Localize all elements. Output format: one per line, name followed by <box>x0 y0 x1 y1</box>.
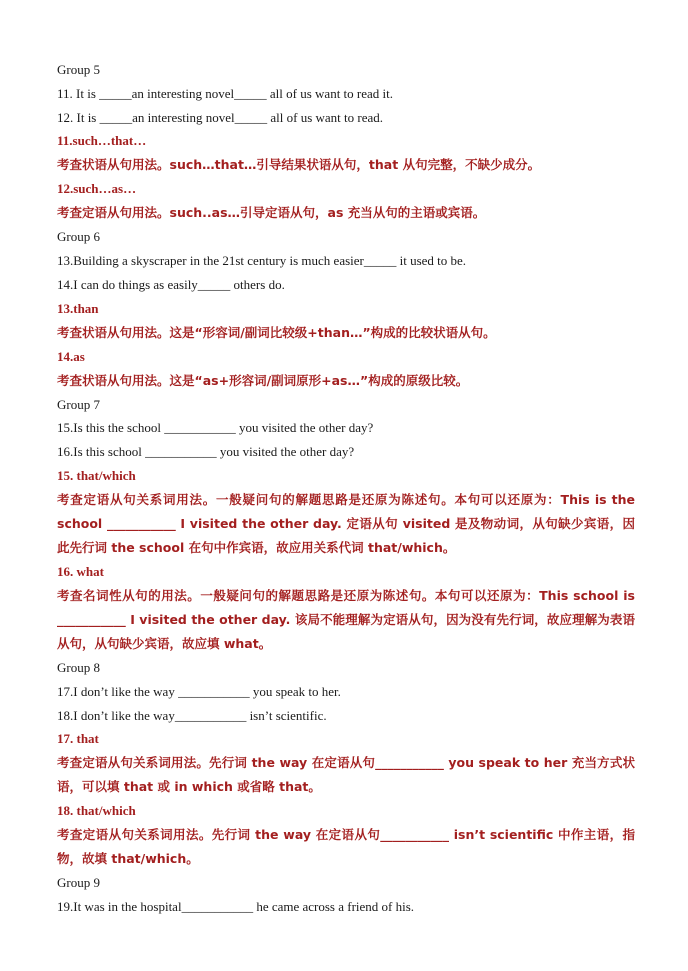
group-heading: Group 7 <box>57 397 100 412</box>
question-line: 16.Is this school ___________ you visited the other day? <box>57 444 355 459</box>
answer-explanation: 考查定语从句关系词用法。一般疑问句的解题思路是还原为陈述句。本句可以还原为：This is the school ___________ I visited the other day. 定语从句 visited 是及物动词，从句缺少宾语，因此先行词 the school 在句中作宾语，故应用关系代词 that/which。 <box>57 492 635 555</box>
question-line: 12. It is _____an interesting novel_____ all of us want to read. <box>57 110 384 125</box>
answer-heading: 12.such…as… <box>57 181 137 196</box>
answer-explanation: 考查状语从句用法。这是“形容词/副词比较级+than…”构成的比较状语从句。 <box>57 325 496 340</box>
question-line: 13.Building a skyscraper in the 21st century is much easier_____ it used to be. <box>57 253 467 268</box>
group-heading: Group 6 <box>57 229 100 244</box>
answer-heading: 14.as <box>57 349 85 364</box>
question-line: 19.It was in the hospital___________ he came across a friend of his. <box>57 899 415 914</box>
question-line: 17.I don’t like the way ___________ you speak to her. <box>57 684 341 699</box>
question-line: 11. It is _____an interesting novel_____ all of us want to read it. <box>57 86 394 101</box>
answer-heading: 13.than <box>57 301 99 316</box>
group-heading: Group 8 <box>57 660 100 675</box>
question-line: 14.I can do things as easily_____ others do. <box>57 277 285 292</box>
question-line: 18.I don’t like the way___________ isn’t scientific. <box>57 708 327 723</box>
answer-heading: 15. that/which <box>57 468 136 483</box>
answer-explanation: 考查状语从句用法。such…that…引导结果状语从句，that 从句完整，不缺少成分。 <box>57 157 541 172</box>
group-heading: Group 9 <box>57 875 100 890</box>
answer-explanation: 考查状语从句用法。这是“as+形容词/副词原形+as…”构成的原级比较。 <box>57 373 469 388</box>
answer-explanation: 考查定语从句用法。such..as…引导定语从句，as 充当从句的主语或宾语。 <box>57 205 486 220</box>
answer-heading: 16. what <box>57 564 104 579</box>
answer-explanation: 考查定语从句关系词用法。先行词 the way 在定语从句___________ you speak to her 充当方式状语，可以填 that 或 in which 或省略 that。 <box>57 755 635 794</box>
answer-heading: 17. that <box>57 731 99 746</box>
answer-heading: 18. that/which <box>57 803 136 818</box>
group-heading: Group 5 <box>57 62 100 77</box>
answer-explanation: 考查定语从句关系词用法。先行词 the way 在定语从句___________ isn’t scientific 中作主语，指物，故填 that/which。 <box>57 827 635 866</box>
question-line: 15.Is this the school ___________ you visited the other day? <box>57 420 374 435</box>
answer-heading: 11.such…that… <box>57 133 147 148</box>
answer-explanation: 考查名词性从句的用法。一般疑问句的解题思路是还原为陈述句。本句可以还原为：This school is ___________ I visited the other day. 该局不能理解为定语从句，因为没有先行词，故应理解为表语从句，从句缺少宾语，故应填 what。 <box>57 588 635 651</box>
